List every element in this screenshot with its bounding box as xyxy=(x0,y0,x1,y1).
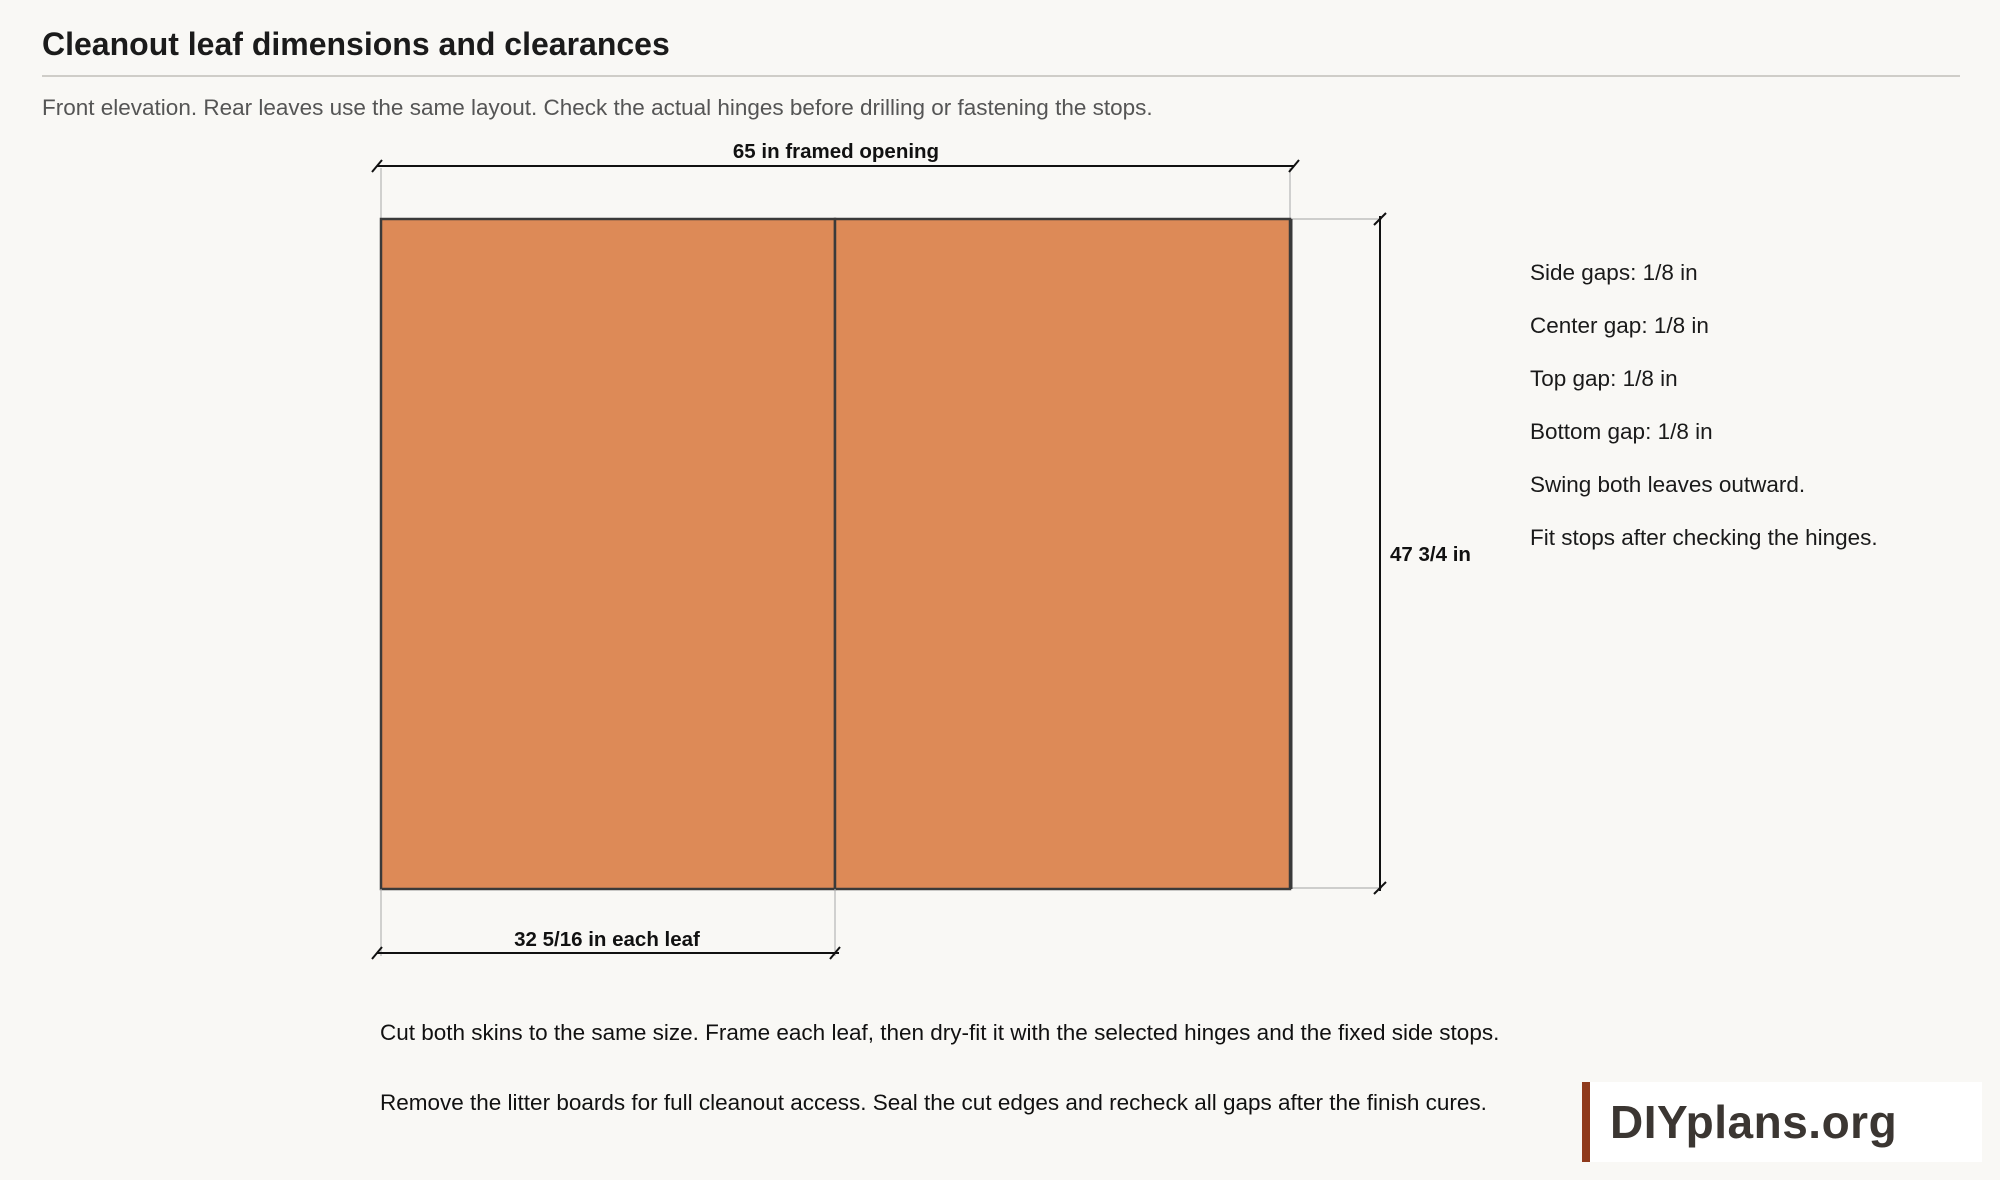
note-swing: Swing both leaves outward. xyxy=(1530,472,1806,497)
note-center-gap: Center gap: 1/8 in xyxy=(1530,313,1709,338)
overall-width-label: 65 in framed opening xyxy=(732,140,940,163)
instruction-cut: Cut both skins to the same size. Frame each leaf, then dry-fit it with the selected hinges and the fixed side stops. xyxy=(380,1020,1500,1045)
left-leaf xyxy=(381,219,835,889)
note-stops: Fit stops after checking the hinges. xyxy=(1530,525,1878,550)
clearance-notes xyxy=(1530,258,1878,576)
page-subtitle: Front elevation. Rear leaves use the same layout. Check the actual hinges before drilling or fastening the stops. xyxy=(42,95,1153,120)
leaf-width-label: 32 5/16 in each leaf xyxy=(514,928,700,951)
height-label: 47 3/4 in xyxy=(1390,543,1471,566)
note-bottom-gap: Bottom gap: 1/8 in xyxy=(1530,419,1713,444)
note-side-gaps: Side gaps: 1/8 in xyxy=(1530,260,1698,285)
overall-width-dimension xyxy=(372,140,1299,172)
instruction-finish: Remove the litter boards for full cleanout access. Seal the cut edges and recheck all gaps after the finish cures. xyxy=(380,1090,1487,1115)
site-logo xyxy=(1582,1082,1982,1162)
leaf-width-dimension xyxy=(372,928,840,959)
page-title: Cleanout leaf dimensions and clearances xyxy=(42,26,670,62)
height-dimension xyxy=(1374,213,1471,894)
note-top-gap: Top gap: 1/8 in xyxy=(1530,366,1678,391)
logo-text: DIYplans.org xyxy=(1610,1096,1898,1148)
right-leaf xyxy=(835,219,1290,889)
